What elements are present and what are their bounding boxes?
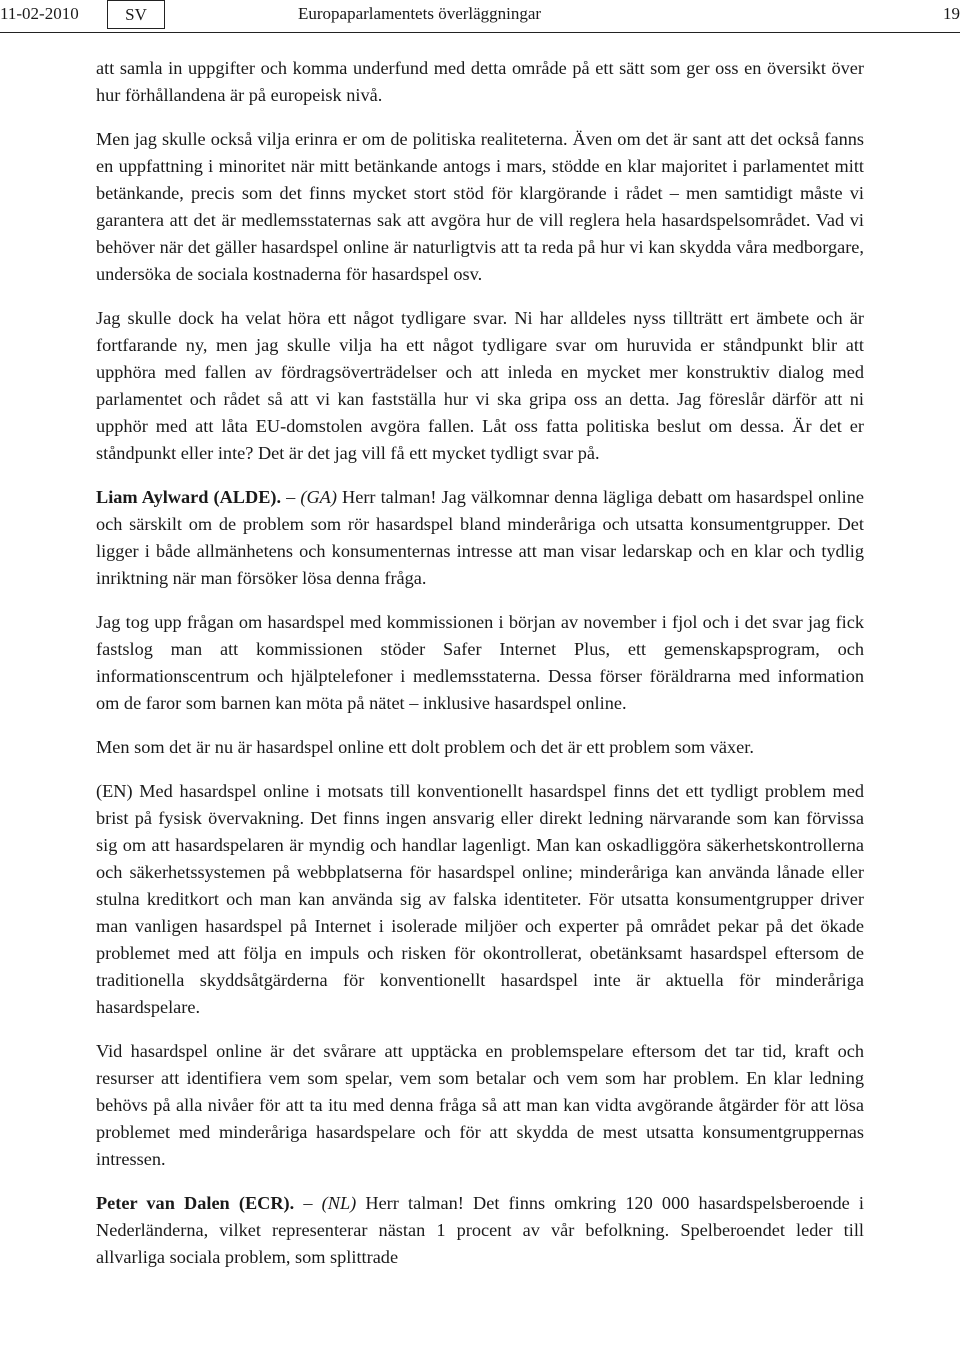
paragraph-text: Herr talman! Jag välkomnar denna lägliga debatt om hasardspel online och särskilt om de problem som rör hasardspel bland minderåriga och utsatta konsumentgrupper. Det ligger i både allmänhetens och konsumenternas intresse att man visar ledarskap och en klar och tydlig inriktning när man försöker lösa denna fråga. (96, 487, 864, 588)
speaker-dash: – (294, 1193, 322, 1213)
paragraph-text: Men jag skulle också vilja erinra er om de politiska realiteterna. Även om det är sant att det också fanns en uppfattning i minoritet när mitt betänkande antogs i mars, stödde en klar majoritet i parlamentet mitt betänkande, precis som det finns mycket stort stöd för klargörande i rådet – men samtidigt måste vi garantera att det är medlemsstaternas sak att avgöra hur de vill reglera hela hasardspelsområdet. Vad vi behöver när det gäller hasardspel online är naturligtvis att ta reda på hur vi kan skydda våra medborgare, undersöka de sociala kostnaderna för hasardspel osv. (96, 129, 864, 284)
paragraph-1 (96, 55, 864, 109)
paragraph-7 (96, 778, 864, 1021)
paragraph-6 (96, 734, 864, 761)
speaker-name: Liam Aylward (ALDE). (96, 487, 282, 507)
document-body (96, 55, 864, 1288)
speaker-dash: – (281, 487, 301, 507)
paragraph-3 (96, 305, 864, 467)
paragraph-8 (96, 1038, 864, 1173)
paragraph-4 (96, 484, 864, 592)
speaker-name: Peter van Dalen (ECR). (96, 1193, 295, 1213)
header-title: Europaparlamentets överläggningar (298, 4, 542, 23)
language-tag: (NL) (321, 1193, 357, 1213)
paragraph-text: Jag tog upp frågan om hasardspel med kommissionen i början av november i fjol och i det svar jag fick fastslog man att kommissionen stöder Safer Internet Plus, ett gemenskapsprogram, och informationscentrum och hjälptelefoner i medlemsstaterna. Dessa förser föräldrarna med information om de faror som barnen kan möta på nätet – inklusive hasardspel online. (96, 612, 864, 713)
paragraph-9 (96, 1190, 864, 1271)
header-page-number: 19 (943, 4, 960, 23)
header-language-box: SV (107, 0, 165, 29)
paragraph-text: (EN) Med hasardspel online i motsats till konventionellt hasardspel finns det ett tydligt problem med brist på fysisk övervakning. Det finns ingen ansvarig eller direkt ledning närvarande som kan förvissa sig om att hasardspelaren är myndig och handlar lagenligt. Man kan oskadliggöra säkerhetskontrollerna och säkerhetssystemen på webbplatserna för hasardspel online; minderåriga kan använda lånade eller stulna kreditkort och man kan använda sig av falska identiteter. För utsatta konsumentgrupper driver man vanligen hasardspel på Internet i isolerade miljöer och experter på området pekar på det ökade problemet med att följa en impuls och risken för okontrollerat, obetänksamt hasardspel eftersom de traditionella skyddsåtgärderna för konventionellt hasardspel inte är aktuella för minderåriga hasardspelare. (96, 781, 864, 1017)
paragraph-text: Vid hasardspel online är det svårare att upptäcka en problemspelare eftersom det tar tid, kraft och resurser att identifiera vem som spelar, vem som betalar och vem som har problem. En klar ledning behövs på alla nivåer för att ta itu med denna fråga så att man kan vidta avgörande åtgärder för att lösa problemet med minderåriga hasardspelare och för att skydda de mest utsatta konsumentgruppernas intressen. (96, 1041, 864, 1169)
paragraph-text: Jag skulle dock ha velat höra ett något tydligare svar. Ni har alldeles nyss tillträtt ert ämbete och är fortfarande ny, men jag skulle vilja ha ett något tydligare svar om huruvida er ståndpunkt blir att upphöra med fallen av fördragsöverträdelser och att inleda en mycket mer konstruktiv dialog med parlamentet och rådet så att vi kan fastställa hur vi ska gripa oss an detta. Jag föreslår därför att ni upphör med att låta EU-domstolen avgöra fallen. Låt oss fatta politiska beslut om dessa. Är det er ståndpunkt eller inte? Det är det jag vill få ett mycket tydligt svar på. (96, 308, 864, 463)
header-date: 11-02-2010 (0, 4, 79, 23)
paragraph-text: att samla in uppgifter och komma underfund med detta område på ett sätt som ger oss en översikt över hur förhållandena är på europeisk nivå. (96, 58, 864, 105)
paragraph-2 (96, 126, 864, 288)
paragraph-text: Men som det är nu är hasardspel online ett dolt problem och det är ett problem som växer. (96, 737, 754, 757)
paragraph-5 (96, 609, 864, 717)
paragraph-text: Herr talman! Det finns omkring 120 000 hasardspelsberoende i Nederländerna, vilket representerar nästan 1 procent av vår befolkning. Spelberoendet leder till allvarliga sociala problem, som splittrade (96, 1193, 864, 1267)
page-header (0, 0, 960, 33)
language-tag: (GA) (300, 487, 337, 507)
